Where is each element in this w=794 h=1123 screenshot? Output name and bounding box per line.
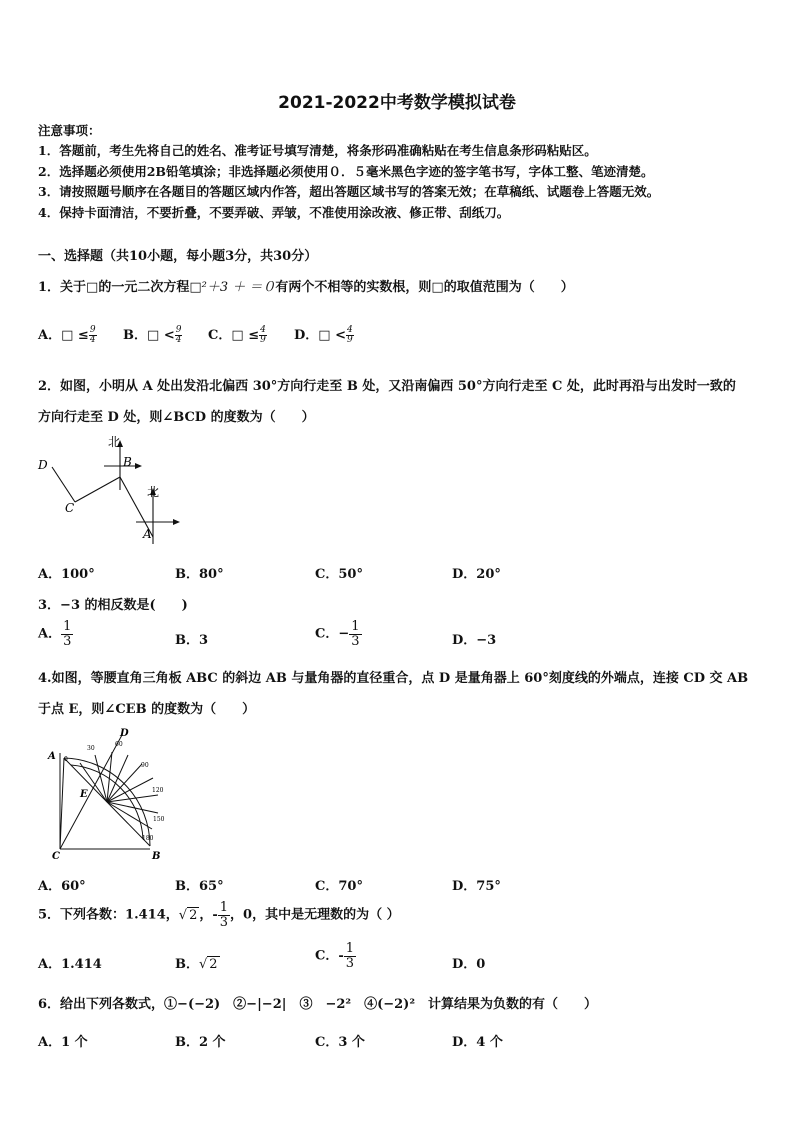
- q4-point-e: E: [80, 789, 88, 800]
- question-3: 3．−3 的相反数是( ): [38, 598, 188, 613]
- q4-option-b[interactable]: B．65°: [175, 879, 224, 894]
- q3-option-d[interactable]: D．−3: [452, 633, 497, 648]
- q2-north-label: 北: [108, 435, 121, 449]
- q4-option-d[interactable]: D．75°: [452, 879, 501, 894]
- q1-mid2: 有两个不相等的实数根，则: [275, 280, 432, 295]
- question-2-line1: 2．如图，小明从 A 处出发沿北偏西 30°方向行走至 B 处，又沿南偏西 50°方向行走至 C 处，此时再沿与出发时一致的: [38, 379, 736, 394]
- q4-tick-label: 30: [87, 745, 95, 752]
- question-2-line2: 方向行走至 D 处，则∠BCD 的度数为（ ）: [38, 410, 315, 425]
- notice-item: 1．答题前，考生先将自己的姓名、准考证号填写清楚，将条形码准确粘贴在考生信息条形码粘贴区。: [38, 143, 597, 158]
- question-4-line1: 4.如图，等腰直角三角板 ABC 的斜边 AB 与量角器的直径重合，点 D 是量角器上 60°刻度线的外端点，连接 CD 交 AB: [38, 671, 749, 686]
- question-5: 5．下列各数：1.414，√ 2 ，- $\frac{1}{3}$ ，0，其中是无理数的为（ ）: [38, 900, 400, 930]
- q5-option-a[interactable]: A．1.414: [38, 957, 102, 972]
- q6-option-c[interactable]: C．3 个: [315, 1035, 365, 1050]
- q4-point-b: B: [152, 851, 161, 862]
- q4-point-d: D: [120, 728, 129, 739]
- q4-point-a: A: [48, 751, 56, 762]
- q1-mid1: 的一元二次方程: [98, 280, 190, 295]
- q4-tick-label: 60: [115, 741, 123, 748]
- q5-option-b[interactable]: B．√ 2: [175, 957, 218, 972]
- q6-option-d[interactable]: D．4 个: [452, 1035, 503, 1050]
- q2-north-label-2: 北: [147, 485, 160, 499]
- q4-tick-label: 120: [152, 787, 164, 794]
- page-title: 2021-2022中考数学模拟试卷: [278, 93, 516, 113]
- notice-heading: 注意事项：: [38, 123, 101, 138]
- q1-option-a[interactable]: A．□ ≤ $\frac{9}{4}$: [38, 325, 96, 345]
- q2-point-b: B: [123, 455, 132, 469]
- q6-option-b[interactable]: B．2 个: [175, 1035, 226, 1050]
- question-1: 1．关于□的一元二次方程□²＋3 ＋ ＝０有两个不相等的实数根，则□的取值范围为（ ）: [38, 280, 574, 295]
- q1-option-c[interactable]: C．□ ≤ $\frac{4}{9}$: [208, 325, 266, 345]
- q2-option-b[interactable]: B．80°: [175, 567, 224, 582]
- q3-option-a[interactable]: A． $\frac{1}{3}$: [38, 619, 72, 649]
- q5-option-d[interactable]: D．0: [452, 957, 486, 972]
- q2-option-d[interactable]: D．20°: [452, 567, 501, 582]
- q4-tick-label: 150: [153, 816, 165, 823]
- q4-option-a[interactable]: A．60°: [38, 879, 86, 894]
- q4-point-c: C: [52, 851, 60, 862]
- section-heading: 一、选择题（共10小题，每小题3分，共30分）: [38, 249, 318, 264]
- q6-option-a[interactable]: A．1 个: [38, 1035, 88, 1050]
- question-4-line2: 于点 E，则∠CEB 的度数为（ ）: [38, 702, 256, 717]
- q3-option-c[interactable]: C．− $\frac{1}{3}$: [315, 619, 360, 649]
- q1-equation: ²＋3 ＋ ＝０: [201, 280, 276, 295]
- q5-option-c[interactable]: C．- $\frac{1}{3}$: [315, 941, 355, 971]
- notice-item: 3．请按照题号顺序在各题目的答题区域内作答，超出答题区域书写的答案无效；在草稿纸、试题卷上答题无效。: [38, 184, 660, 199]
- notice-item: 4．保持卡面清洁，不要折叠，不要弄破、弄皱，不准使用涂改液、修正带、刮纸刀。: [38, 205, 510, 220]
- q4-option-c[interactable]: C．70°: [315, 879, 363, 894]
- q2-option-c[interactable]: C．50°: [315, 567, 363, 582]
- q2-figure: [30, 432, 190, 550]
- q1-option-d[interactable]: D．□ < $\frac{4}{9}$: [294, 325, 353, 345]
- q2-point-d: D: [38, 458, 48, 472]
- q3-option-b[interactable]: B．3: [175, 633, 209, 648]
- question-6: 6．给出下列各数式，①−(−2) ②−|−2| ③ −2² ④(−2)² 计算结果为负数的有（ ）: [38, 997, 598, 1012]
- q2-point-a: A: [143, 527, 152, 541]
- q4-figure: [40, 725, 180, 863]
- q4-tick-label: 180: [142, 835, 154, 842]
- notice-item: 2．选择题必须使用2B铅笔填涂；非选择题必须使用０．５毫米黑色字迹的签字笔书写，字体工整、笔迹清楚。: [38, 164, 654, 179]
- q2-point-c: C: [65, 501, 75, 515]
- q2-option-a[interactable]: A．100°: [38, 567, 95, 582]
- q1-prefix: 1．关于: [38, 280, 87, 295]
- q4-tick-label: 0: [64, 756, 68, 763]
- q1-option-b[interactable]: B．□ < $\frac{9}{4}$: [123, 325, 182, 345]
- q1-suffix: 的取值范围为（ ）: [443, 280, 574, 295]
- q4-tick-label: 90: [141, 762, 149, 769]
